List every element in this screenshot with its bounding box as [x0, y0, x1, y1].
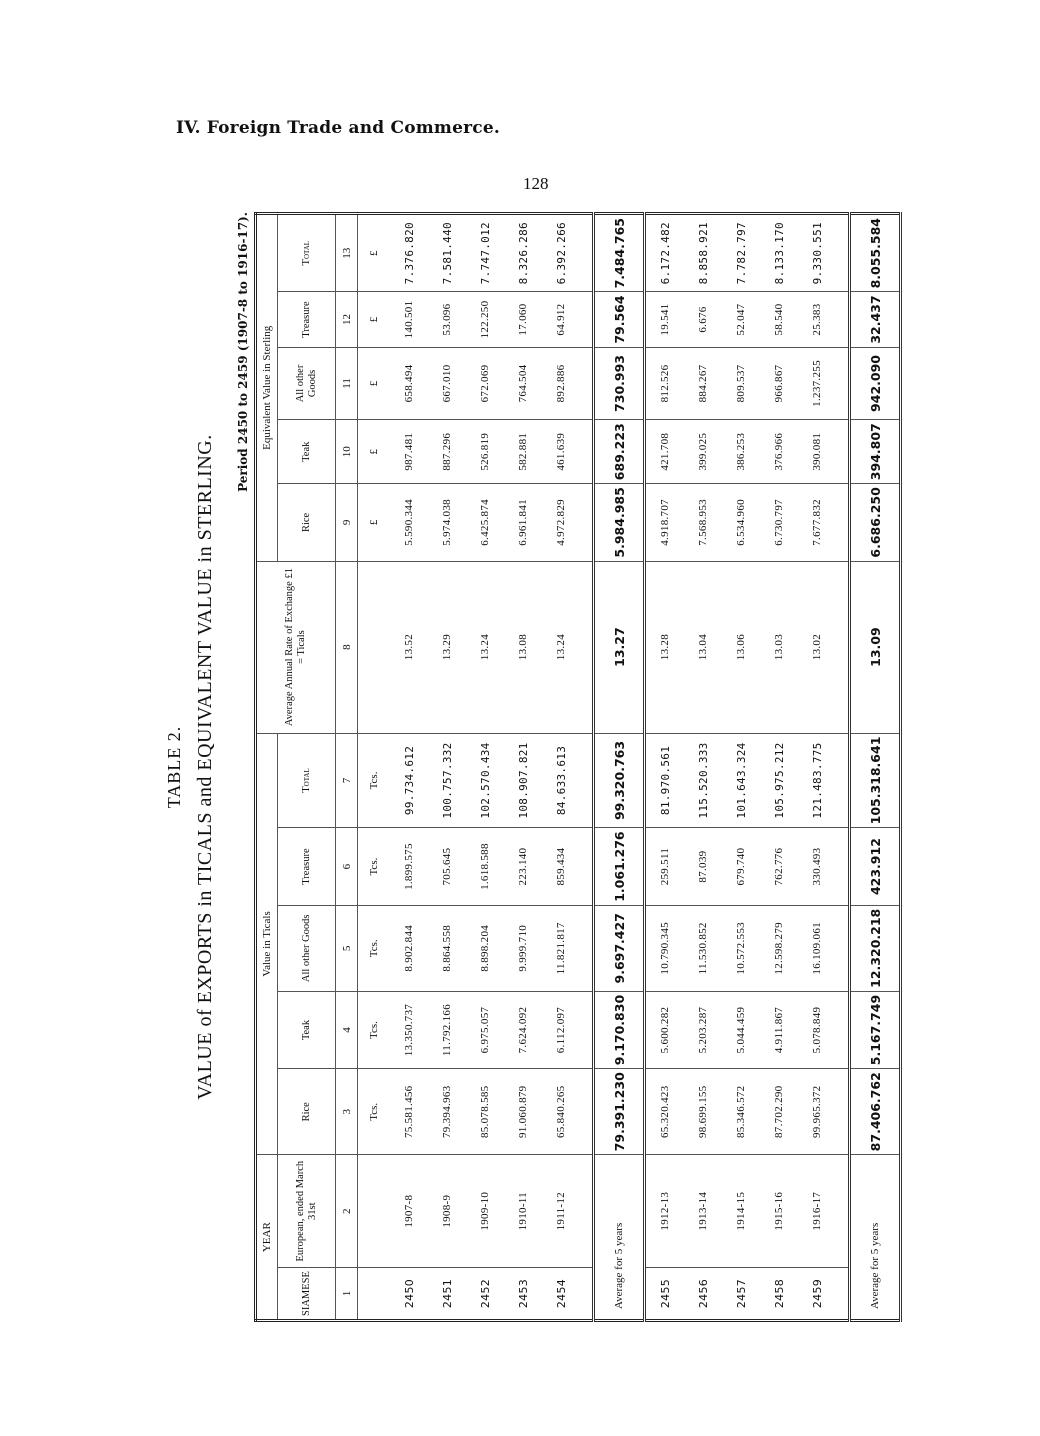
average-total-ticals-cell: 105.318.641	[850, 733, 901, 828]
treasure-ticals-cell: 1.899.575	[390, 828, 428, 905]
exchange-rate-cell: 13.52	[390, 561, 428, 733]
col-number: 9	[336, 484, 358, 561]
total-sterling-cell: 6.392.266	[542, 214, 580, 292]
other-goods-sterling-cell: 892.886	[542, 347, 580, 420]
rotated-table-block	[164, 212, 883, 1322]
header-exchange: Average Annual Rate of Exchange £1 = Ticals	[256, 561, 336, 733]
average-label: Average for 5 years	[850, 1155, 901, 1321]
row-spacer	[836, 214, 850, 1321]
treasure-sterling-cell: 6.676	[684, 292, 722, 347]
total-ticals-cell: 101.643.324	[722, 733, 760, 828]
rice-sterling-cell: 7.677.832	[798, 484, 836, 561]
total-sterling-cell: 7.581.440	[428, 214, 466, 292]
total-ticals-cell: 84.633.613	[542, 733, 580, 828]
total-ticals-cell: 102.570.434	[466, 733, 504, 828]
table-row	[722, 214, 760, 1321]
table-row	[428, 214, 466, 1321]
col-number: 5	[336, 905, 358, 991]
total-sterling-cell: 8.326.286	[504, 214, 542, 292]
other-goods-sterling-cell: 764.504	[504, 347, 542, 420]
rice-ticals-cell: 65.320.423	[645, 1069, 685, 1155]
european-year-cell: 1915-16	[760, 1155, 798, 1268]
european-year-cell: 1908-9	[428, 1155, 466, 1268]
table-row	[684, 214, 722, 1321]
average-total-ticals-cell: 99.320.763	[594, 733, 645, 828]
treasure-sterling-cell: 58.540	[760, 292, 798, 347]
rice-sterling-cell: 5.974.038	[428, 484, 466, 561]
rice-ticals-cell: 85.078.585	[466, 1069, 504, 1155]
teak-ticals-cell: 7.624.092	[504, 991, 542, 1068]
treasure-ticals-cell: 87.039	[684, 828, 722, 905]
total-sterling-cell: 9.330.551	[798, 214, 836, 292]
average-other-goods-ticals-cell: 9.697.427	[594, 905, 645, 991]
other-goods-ticals-cell: 12.598.279	[760, 905, 798, 991]
other-goods-ticals-cell: 10.790.345	[645, 905, 685, 991]
unit-label: £	[358, 420, 391, 484]
row-spacer	[580, 214, 594, 1321]
table-row	[466, 214, 504, 1321]
other-goods-ticals-cell: 8.902.844	[390, 905, 428, 991]
header-rice-sterling: Rice	[278, 484, 336, 561]
header-teak: Teak	[278, 991, 336, 1068]
table-row	[504, 214, 542, 1321]
unit-label: Tcs.	[358, 1069, 391, 1155]
table-group-a	[390, 214, 594, 1321]
unit-label: Tcs.	[358, 828, 391, 905]
header-treasure-sterling: Treasure	[278, 292, 336, 347]
unit-label: £	[358, 292, 391, 347]
teak-ticals-cell: 6.112.097	[542, 991, 580, 1068]
average-teak-ticals-cell: 5.167.749	[850, 991, 901, 1068]
treasure-sterling-cell: 53.096	[428, 292, 466, 347]
other-goods-ticals-cell: 8.898.204	[466, 905, 504, 991]
exchange-rate-cell: 13.08	[504, 561, 542, 733]
teak-ticals-cell: 6.975.057	[466, 991, 504, 1068]
header-all-other: All other Goods	[278, 905, 336, 991]
unit-label: Tcs.	[358, 905, 391, 991]
treasure-ticals-cell: 1.618.588	[466, 828, 504, 905]
page-number: 128	[523, 174, 549, 193]
average-other-goods-sterling-cell: 942.090	[850, 347, 901, 420]
col-number: 6	[336, 828, 358, 905]
table-row	[390, 214, 428, 1321]
other-goods-sterling-cell: 812.526	[645, 347, 685, 420]
unit-label: Tcs.	[358, 733, 391, 828]
units-row	[358, 214, 391, 1321]
other-goods-sterling-cell: 966.867	[760, 347, 798, 420]
treasure-ticals-cell: 679.740	[722, 828, 760, 905]
header-treasure: Treasure	[278, 828, 336, 905]
period-note: Period 2450 to 2459 (1907-8 to 1916-17).	[236, 212, 250, 492]
table-row	[542, 214, 580, 1321]
col-number: 10	[336, 420, 358, 484]
treasure-sterling-cell: 17.060	[504, 292, 542, 347]
total-sterling-cell: 7.782.797	[722, 214, 760, 292]
average-rice-ticals-cell: 87.406.762	[850, 1069, 901, 1155]
treasure-sterling-cell: 19.541	[645, 292, 685, 347]
teak-sterling-cell: 987.481	[390, 420, 428, 484]
table-row	[798, 214, 836, 1321]
average-teak-sterling-cell: 394.807	[850, 420, 901, 484]
col-number: 13	[336, 214, 358, 292]
rice-ticals-cell: 99.965.372	[798, 1069, 836, 1155]
average-exchange-rate-cell: 13.09	[850, 561, 901, 733]
rice-ticals-cell: 85.346.572	[722, 1069, 760, 1155]
total-ticals-cell: 81.970.561	[645, 733, 685, 828]
rice-sterling-cell: 6.534.960	[722, 484, 760, 561]
treasure-ticals-cell: 859.434	[542, 828, 580, 905]
european-year-cell: 1912-13	[645, 1155, 685, 1268]
teak-sterling-cell: 887.296	[428, 420, 466, 484]
exchange-rate-cell: 13.04	[684, 561, 722, 733]
treasure-ticals-cell: 330.493	[798, 828, 836, 905]
table-row	[760, 214, 798, 1321]
exchange-rate-cell: 13.29	[428, 561, 466, 733]
unit-label: £	[358, 484, 391, 561]
header-all-other-sterling: All other Goods	[278, 347, 336, 420]
average-treasure-ticals-cell: 1.061.276	[594, 828, 645, 905]
rice-sterling-cell: 5.590.344	[390, 484, 428, 561]
rice-ticals-cell: 75.581.456	[390, 1069, 428, 1155]
other-goods-ticals-cell: 9.999.710	[504, 905, 542, 991]
siamese-year-cell: 2459	[798, 1268, 836, 1321]
treasure-sterling-cell: 25.383	[798, 292, 836, 347]
other-goods-sterling-cell: 667.010	[428, 347, 466, 420]
other-goods-ticals-cell: 11.530.852	[684, 905, 722, 991]
header-year: YEAR	[256, 1155, 278, 1321]
teak-sterling-cell: 421.708	[645, 420, 685, 484]
siamese-year-cell: 2452	[466, 1268, 504, 1321]
total-sterling-cell: 8.133.170	[760, 214, 798, 292]
teak-sterling-cell: 386.253	[722, 420, 760, 484]
siamese-year-cell: 2455	[645, 1268, 685, 1321]
header-value-ticals: Value in Ticals	[256, 733, 278, 1155]
exchange-rate-cell: 13.24	[466, 561, 504, 733]
treasure-ticals-cell: 762.776	[760, 828, 798, 905]
siamese-year-cell: 2450	[390, 1268, 428, 1321]
rice-sterling-cell: 6.425.874	[466, 484, 504, 561]
average-other-goods-ticals-cell: 12.320.218	[850, 905, 901, 991]
average-total-sterling-cell: 7.484.765	[594, 214, 645, 292]
treasure-sterling-cell: 52.047	[722, 292, 760, 347]
table-body	[358, 214, 391, 1321]
table-row	[645, 214, 685, 1321]
european-year-cell: 1907-8	[390, 1155, 428, 1268]
average-exchange-rate-cell: 13.27	[594, 561, 645, 733]
other-goods-sterling-cell: 809.537	[722, 347, 760, 420]
average-rice-sterling-cell: 6.686.250	[850, 484, 901, 561]
table-title: TABLE 2.	[164, 725, 184, 809]
rice-sterling-cell: 7.568.953	[684, 484, 722, 561]
total-ticals-cell: 121.483.775	[798, 733, 836, 828]
col-number: 2	[336, 1155, 358, 1268]
rice-sterling-cell: 4.918.707	[645, 484, 685, 561]
other-goods-sterling-cell: 672.069	[466, 347, 504, 420]
european-year-cell: 1909-10	[466, 1155, 504, 1268]
teak-sterling-cell: 582.881	[504, 420, 542, 484]
other-goods-sterling-cell: 658.494	[390, 347, 428, 420]
table-subtitle: VALUE of EXPORTS in TICALS and EQUIVALENT VALUE in STERLING.	[194, 434, 216, 1100]
average-treasure-sterling-cell: 79.564	[594, 292, 645, 347]
teak-ticals-cell: 4.911.867	[760, 991, 798, 1068]
treasure-ticals-cell: 223.140	[504, 828, 542, 905]
exports-table	[254, 212, 902, 1322]
header-total-sterling: Total	[278, 214, 336, 292]
total-sterling-cell: 7.747.012	[466, 214, 504, 292]
teak-sterling-cell: 461.639	[542, 420, 580, 484]
teak-sterling-cell: 376.966	[760, 420, 798, 484]
header-european: European, ended March 31st	[278, 1155, 336, 1268]
teak-ticals-cell: 5.203.287	[684, 991, 722, 1068]
unit-label: Tcs.	[358, 991, 391, 1068]
other-goods-sterling-cell: 884.267	[684, 347, 722, 420]
average-rice-ticals-cell: 79.391.230	[594, 1069, 645, 1155]
header-teak-sterling: Teak	[278, 420, 336, 484]
teak-sterling-cell: 390.081	[798, 420, 836, 484]
rice-sterling-cell: 6.961.841	[504, 484, 542, 561]
average-treasure-sterling-cell: 32.437	[850, 292, 901, 347]
average-row-b	[850, 214, 901, 1321]
treasure-ticals-cell: 259.511	[645, 828, 685, 905]
other-goods-ticals-cell: 8.864.558	[428, 905, 466, 991]
other-goods-sterling-cell: 1.237.255	[798, 347, 836, 420]
rice-sterling-cell: 6.730.797	[760, 484, 798, 561]
exchange-rate-cell: 13.28	[645, 561, 685, 733]
teak-sterling-cell: 526.819	[466, 420, 504, 484]
siamese-year-cell: 2451	[428, 1268, 466, 1321]
treasure-ticals-cell: 705.645	[428, 828, 466, 905]
total-ticals-cell: 108.907.821	[504, 733, 542, 828]
average-teak-ticals-cell: 9.170.830	[594, 991, 645, 1068]
other-goods-ticals-cell: 11.821.817	[542, 905, 580, 991]
total-sterling-cell: 7.376.820	[390, 214, 428, 292]
rice-ticals-cell: 98.699.155	[684, 1069, 722, 1155]
european-year-cell: 1914-15	[722, 1155, 760, 1268]
column-number-row	[336, 214, 358, 1321]
total-ticals-cell: 99.734.612	[390, 733, 428, 828]
average-label: Average for 5 years	[594, 1155, 645, 1321]
total-ticals-cell: 105.975.212	[760, 733, 798, 828]
average-row	[850, 214, 901, 1321]
col-number: 1	[336, 1268, 358, 1321]
average-teak-sterling-cell: 689.223	[594, 420, 645, 484]
treasure-sterling-cell: 122.250	[466, 292, 504, 347]
col-number: 12	[336, 292, 358, 347]
rice-ticals-cell: 79.394.963	[428, 1069, 466, 1155]
col-number: 7	[336, 733, 358, 828]
unit-label: £	[358, 347, 391, 420]
header-siamese: SIAMESE	[278, 1268, 336, 1321]
header-total: Total	[278, 733, 336, 828]
col-number: 3	[336, 1069, 358, 1155]
siamese-year-cell: 2454	[542, 1268, 580, 1321]
header-equivalent-sterling: Equivalent Value in Sterling	[256, 214, 278, 562]
european-year-cell: 1916-17	[798, 1155, 836, 1268]
exchange-rate-cell: 13.03	[760, 561, 798, 733]
rice-ticals-cell: 65.840.265	[542, 1069, 580, 1155]
teak-sterling-cell: 399.025	[684, 420, 722, 484]
teak-ticals-cell: 11.792.166	[428, 991, 466, 1068]
siamese-year-cell: 2456	[684, 1268, 722, 1321]
rice-ticals-cell: 87.702.290	[760, 1069, 798, 1155]
exchange-rate-cell: 13.06	[722, 561, 760, 733]
header-rice: Rice	[278, 1069, 336, 1155]
unit-label: £	[358, 214, 391, 292]
rice-ticals-cell: 91.060.879	[504, 1069, 542, 1155]
average-rice-sterling-cell: 5.984.985	[594, 484, 645, 561]
total-sterling-cell: 6.172.482	[645, 214, 685, 292]
siamese-year-cell: 2458	[760, 1268, 798, 1321]
col-number: 4	[336, 991, 358, 1068]
teak-ticals-cell: 13.350.737	[390, 991, 428, 1068]
col-number: 8	[336, 561, 358, 733]
treasure-sterling-cell: 140.501	[390, 292, 428, 347]
total-sterling-cell: 8.858.921	[684, 214, 722, 292]
total-ticals-cell: 100.757.332	[428, 733, 466, 828]
rice-sterling-cell: 4.972.829	[542, 484, 580, 561]
table-group-b	[645, 214, 850, 1321]
teak-ticals-cell: 5.078.849	[798, 991, 836, 1068]
section-heading: IV. Foreign Trade and Commerce.	[176, 118, 500, 138]
average-total-sterling-cell: 8.055.584	[850, 214, 901, 292]
other-goods-ticals-cell: 16.109.061	[798, 905, 836, 991]
treasure-sterling-cell: 64.912	[542, 292, 580, 347]
european-year-cell: 1911-12	[542, 1155, 580, 1268]
average-row-a	[594, 214, 645, 1321]
siamese-year-cell: 2457	[722, 1268, 760, 1321]
table-header	[256, 214, 358, 1321]
average-other-goods-sterling-cell: 730.993	[594, 347, 645, 420]
other-goods-ticals-cell: 10.572.553	[722, 905, 760, 991]
european-year-cell: 1913-14	[684, 1155, 722, 1268]
average-treasure-ticals-cell: 423.912	[850, 828, 901, 905]
col-number: 11	[336, 347, 358, 420]
total-ticals-cell: 115.520.333	[684, 733, 722, 828]
exchange-rate-cell: 13.02	[798, 561, 836, 733]
teak-ticals-cell: 5.600.282	[645, 991, 685, 1068]
teak-ticals-cell: 5.044.459	[722, 991, 760, 1068]
exchange-rate-cell: 13.24	[542, 561, 580, 733]
european-year-cell: 1910-11	[504, 1155, 542, 1268]
siamese-year-cell: 2453	[504, 1268, 542, 1321]
average-row	[594, 214, 645, 1321]
